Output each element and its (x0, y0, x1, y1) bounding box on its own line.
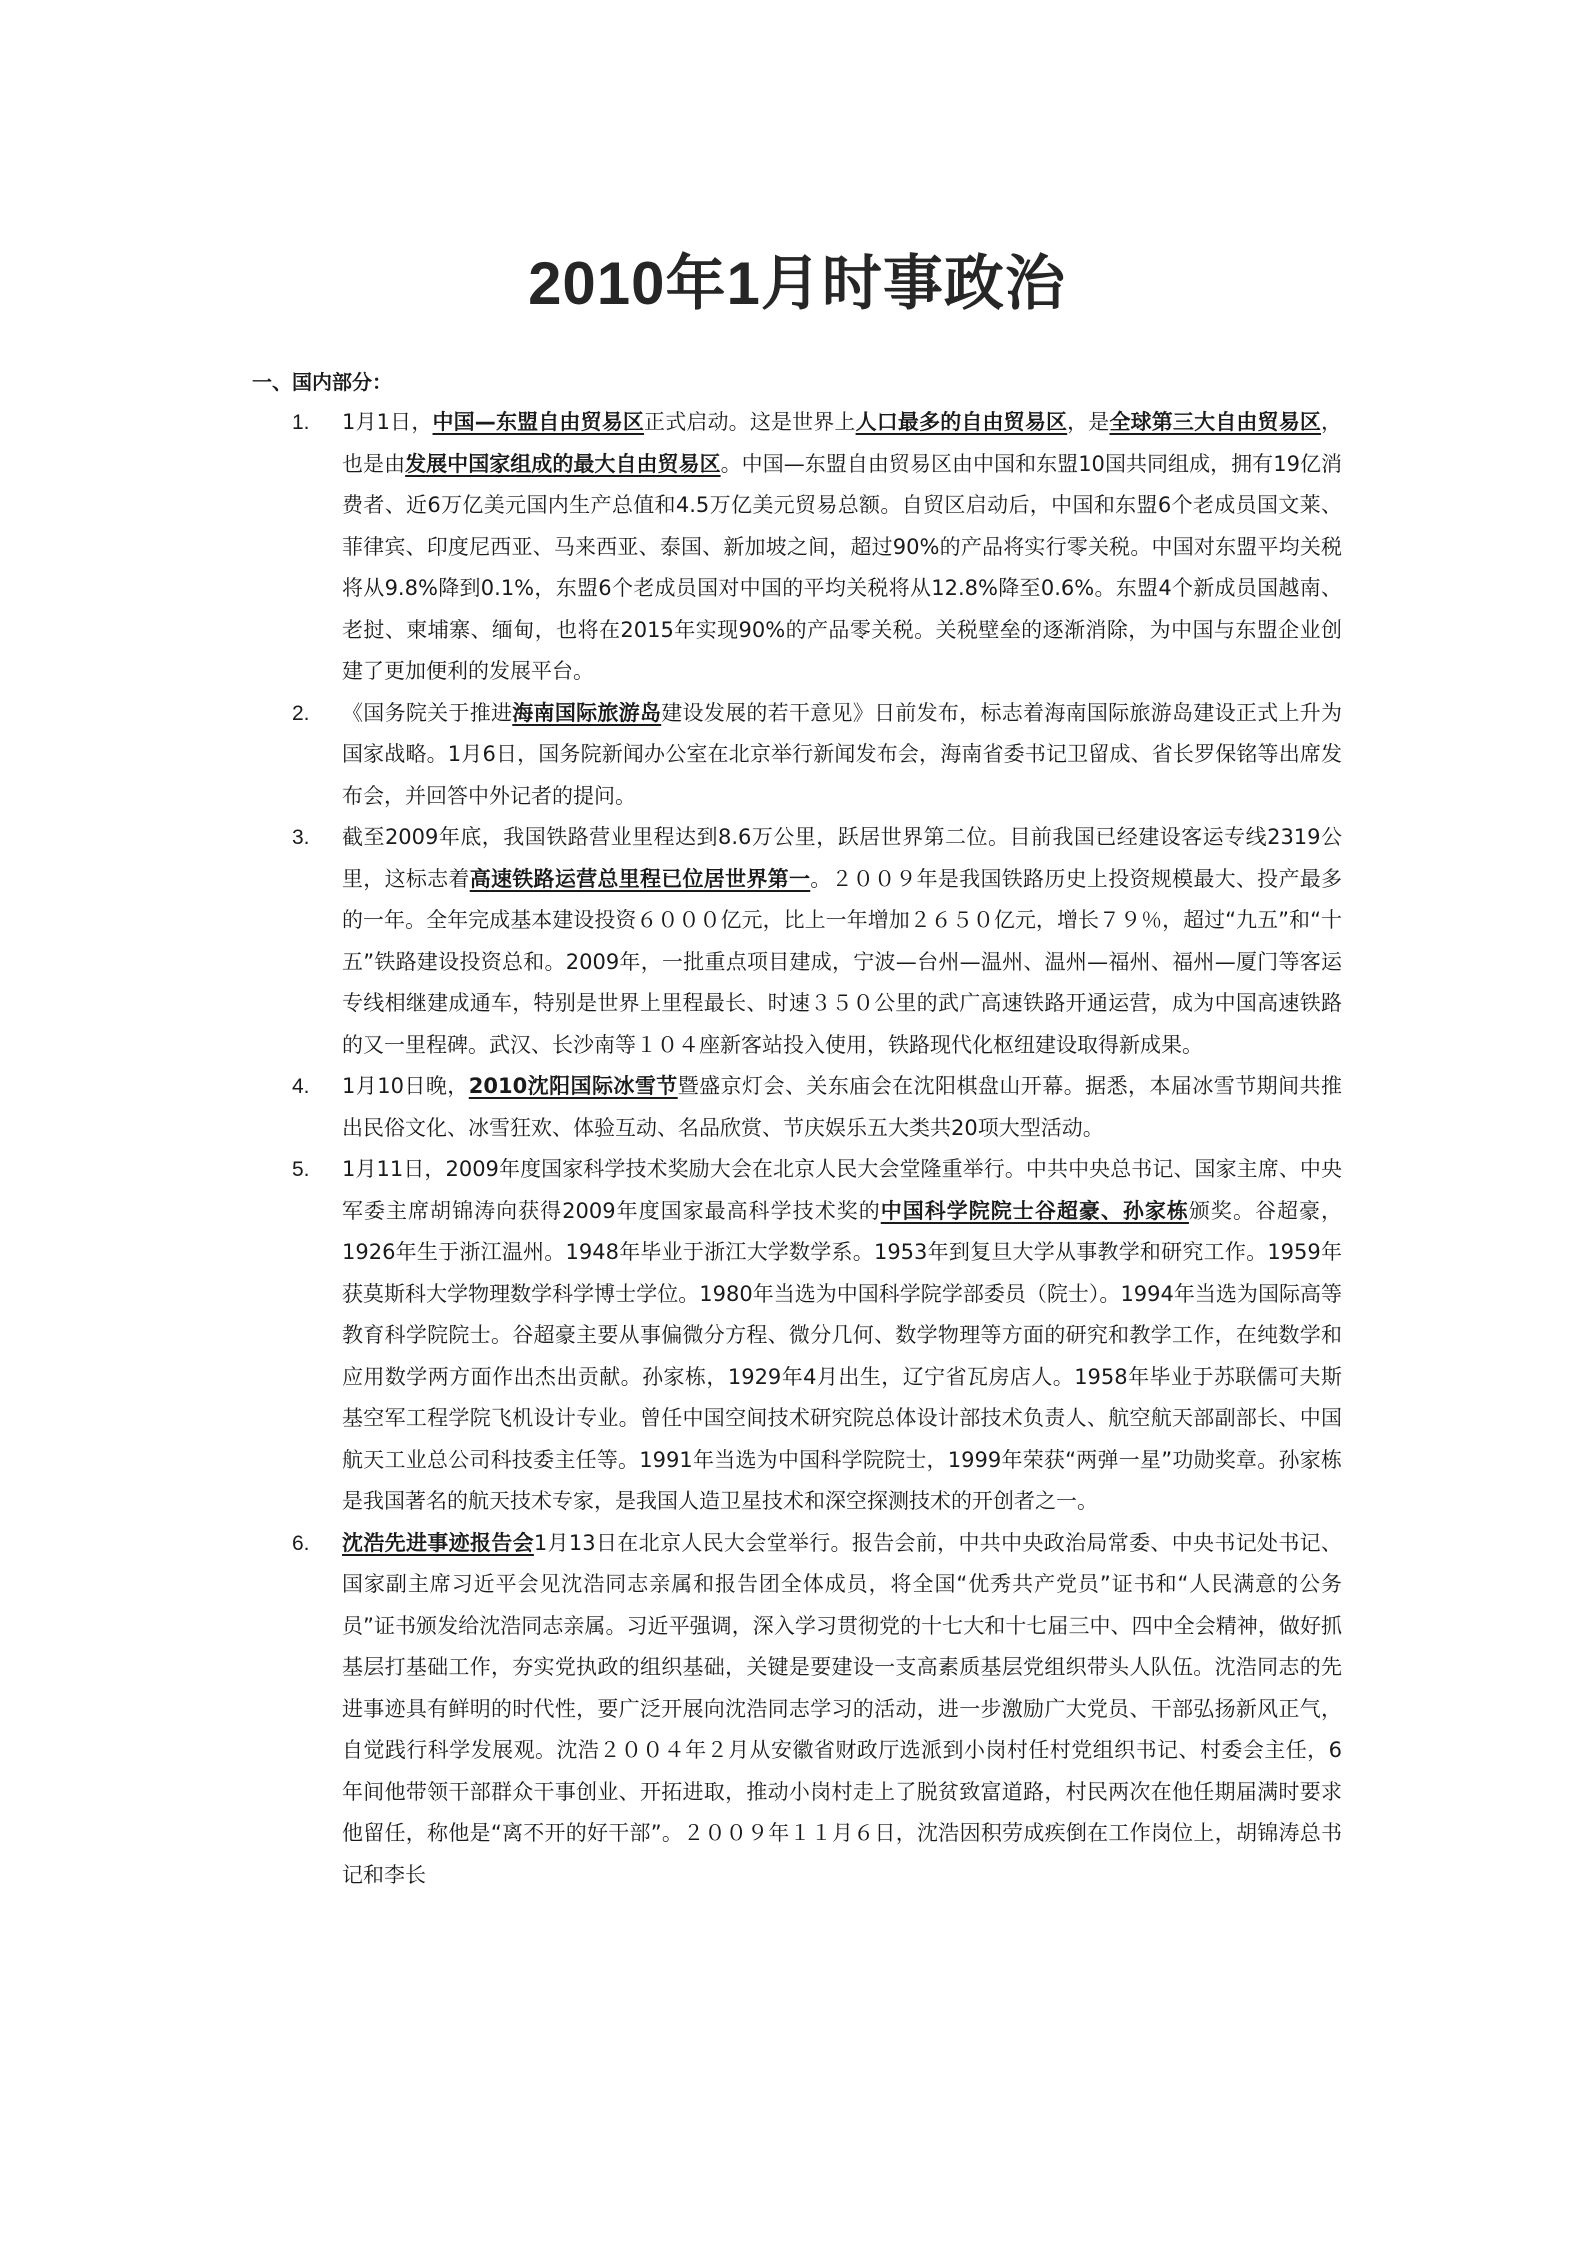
list-item (252, 1066, 1342, 1149)
item-paragraph (342, 817, 1342, 1066)
text-run: ，是 (1067, 410, 1110, 434)
text-run: ，也是由 (342, 410, 1342, 476)
text-run: 。中国—东盟自由贸易区由中国和东盟10国共同组成，拥有19亿消费者、近6万亿美元国内生产总值和4.5万亿美元贸易总额。自贸区启动后，中国和东盟6个老成员国文莱、菲律宾、印度尼西亚、马来西亚、泰国、新加坡之间，超过90%的产品将实行零关税。中国对东盟平均关税将从9.8%降到0.1%，东盟6个老成员国对中国的平均关税将从12.8%降至0.6%。东盟4个新成员国越南、老挝、柬埔寨、缅甸，也将在2015年实现90%的产品零关税。关税壁垒的逐渐消除，为中国与东盟企业创建了更加便利的发展平台。 (342, 451, 1343, 683)
section-heading: 一、国内部分： (252, 370, 392, 394)
text-run: 暨盛京灯会、关东庙会在沈阳棋盘山开幕。据悉，本届冰雪节期间共推出民俗文化、冰雪狂欢、体验互动、名品欣赏、节庆娱乐五大类共20项大型活动。 (342, 1074, 1342, 1140)
highlighted-phrase: 海南国际旅游岛 (512, 700, 662, 725)
text-run: 《国务院关于推进 (342, 700, 513, 725)
text-run: 正式启动。这是世界上 (644, 410, 856, 434)
text-run: 1月10日晚， (342, 1074, 469, 1098)
highlighted-phrase: 人口最多的自由贸易区 (855, 410, 1068, 434)
highlighted-phrase: 发展中国家组成的最大自由贸易区 (405, 451, 721, 476)
list-item (252, 817, 1342, 1066)
page-title: 2010年1月时事政治 (528, 250, 1066, 318)
item-number: 6. (292, 1531, 310, 1555)
text-run: 1月1日， (342, 410, 433, 434)
list-item (252, 402, 1342, 693)
highlighted-phrase: 全球第三大自由贸易区 (1109, 410, 1321, 434)
highlighted-phrase: 高速铁路运营总里程已位居世界第一 (469, 866, 811, 891)
text-run: 1月11日，2009年度国家科学技术奖励大会在北京人民大会堂隆重举行。中共中央总书记、国家主席、中央军委主席胡锦涛向获得2009年度国家最高科学技术奖的 (342, 1157, 1342, 1223)
item-paragraph (342, 402, 1342, 693)
item-paragraph (342, 1149, 1342, 1523)
list-item (252, 693, 1342, 818)
highlighted-phrase: 2010沈阳国际冰雪节 (468, 1074, 678, 1098)
highlighted-phrase: 沈浩先进事迹报告会 (342, 1530, 534, 1555)
list-item (252, 1149, 1342, 1523)
text-run: 1月13日在北京人民大会堂举行。报告会前，中共中央政治局常委、中央书记处书记、国家副主席习近平会见沈浩同志亲属和报告团全体成员，将全国“优秀共产党员”证书和“人民满意的公务员”证书颁发给沈浩同志亲属。习近平强调，深入学习贯彻党的十七大和十七届三中、四中全会精神，做好抓基层打基础工作，夯实党执政的组织基础，关键是要建设一支高素质基层党组织带头人队伍。沈浩同志的先进事迹具有鲜明的时代性，要广泛开展向沈浩同志学习的活动，进一步激励广大党员、干部弘扬新风正气，自觉践行科学发展观。沈浩２００４年２月从安徽省财政厅选派到小岗村任村党组织书记、村委会主任，6年间他带领干部群众干事创业、开拓进取，推动小岗村走上了脱贫致富道路，村民两次在他任期届满时要求他留任，称他是“离不开的好干部”。２００９年１１月６日，沈浩因积劳成疾倒在工作岗位上，胡锦涛总书记和李长 (342, 1530, 1342, 1887)
highlighted-phrase: 中国—东盟自由贸易区 (432, 410, 645, 434)
highlighted-phrase: 中国科学院院士谷超豪、孙家栋 (880, 1198, 1189, 1223)
item-number: 1. (292, 411, 310, 434)
item-paragraph (342, 1523, 1342, 1897)
news-item-list (252, 402, 1342, 1896)
item-number: 2. (292, 701, 310, 725)
item-number: 4. (292, 1075, 310, 1098)
text-run: 建设发展的若干意见》日前发布，标志着海南国际旅游岛建设正式上升为国家战略。1月6日，国务院新闻办公室在北京举行新闻发布会，海南省委书记卫留成、省长罗保铭等出席发布会，并回答中外记者的提问。 (342, 700, 1343, 808)
text-run: 截至2009年底，我国铁路营业里程达到8.6万公里，跃居世界第二位。目前我国已经建设客运专线2319公里，这标志着 (342, 825, 1342, 891)
text-run: 。２００９年是我国铁路历史上投资规模最大、投产最多的一年。全年完成基本建设投资６０００亿元，比上一年增加２６５０亿元，增长７９％，超过“九五”和“十五”铁路建设投资总和。2009年，一批重点项目建成，宁波—台州—温州、温州—福州、福州—厦门等客运专线相继建成通车，特别是世界上里程最长、时速３５０公里的武广高速铁路开通运营，成为中国高速铁路的又一里程碑。武汉、长沙南等１０４座新客站投入使用，铁路现代化枢纽建设取得新成果。 (342, 866, 1343, 1057)
item-paragraph (342, 1066, 1342, 1149)
list-item (252, 1523, 1342, 1897)
item-paragraph (342, 693, 1342, 818)
item-number: 3. (292, 826, 310, 849)
item-number: 5. (292, 1158, 310, 1181)
text-run: 颁奖。谷超豪，1926年生于浙江温州。1948年毕业于浙江大学数学系。1953年到复旦大学从事教学和研究工作。1959年获莫斯科大学物理数学科学博士学位。1980年当选为中国科学院学部委员（院士）。1994年当选为国际高等教育科学院院士。谷超豪主要从事偏微分方程、微分几何、数学物理等方面的研究和教学工作，在纯数学和应用数学两方面作出杰出贡献。孙家栋，1929年4月出生，辽宁省瓦房店人。1958年毕业于苏联儒可夫斯基空军工程学院飞机设计专业。曾任中国空间技术研究院总体设计部技术负责人、航空航天部副部长、中国航天工业总公司科技委主任等。1991年当选为中国科学院院士，1999年荣获“两弹一星”功勋奖章。孙家栋是我国著名的航天技术专家，是我国人造卫星技术和深空探测技术的开创者之一。 (342, 1198, 1342, 1513)
